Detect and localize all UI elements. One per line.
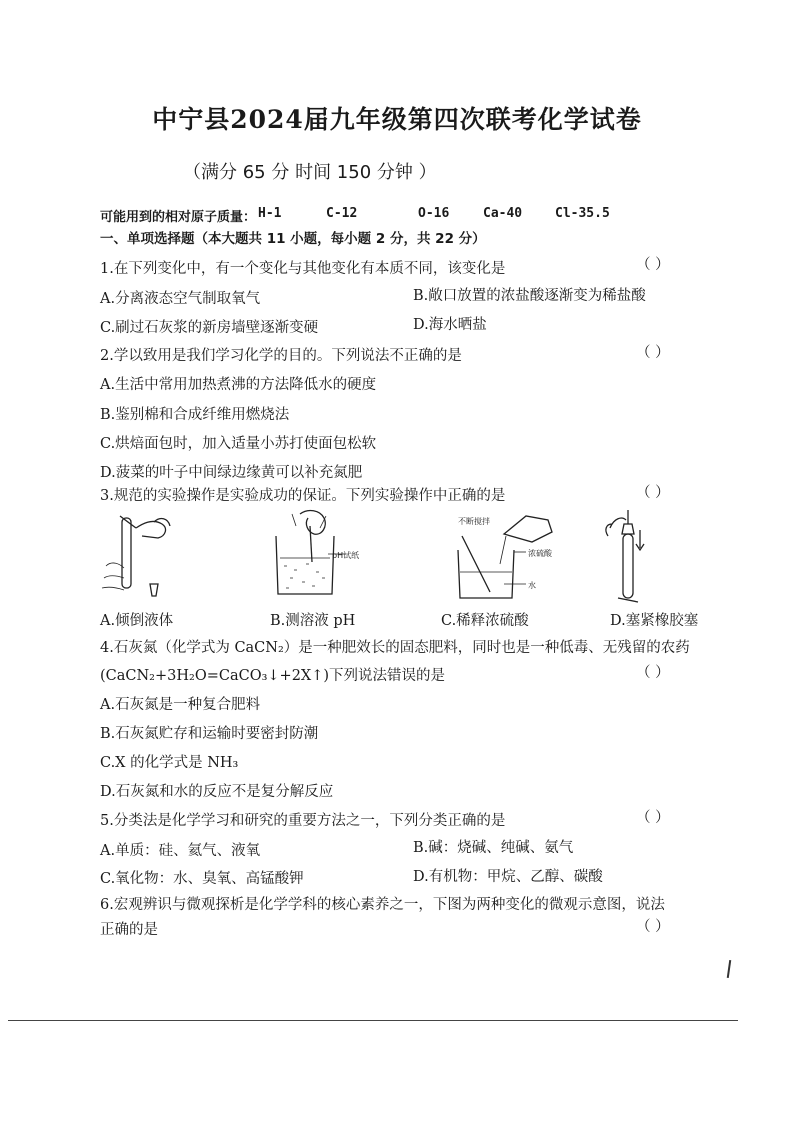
question-6-stem-line1: 6.宏观辨识与微观探析是化学学科的核心素养之一，下图为两种变化的微观示意图，说法 (100, 897, 665, 913)
q2-option-b: B.鉴别棉和合成纤维用燃烧法 (100, 407, 290, 423)
water-label: 水 (528, 581, 536, 590)
question-1-stem: 1.在下列变化中，有一个变化与其他变化有本质不同，该变化是 (100, 261, 506, 277)
q1-option-c: C.刷过石灰浆的新房墙壁逐渐变硬 (100, 320, 319, 336)
atomic-mass-c: C-12 (326, 206, 358, 221)
pen-mark (727, 960, 731, 978)
q3-option-a: A.倾倒液体 (100, 613, 174, 629)
q5-option-a: A.单质：硅、氦气、液氧 (100, 843, 261, 859)
q1-option-a: A.分离液态空气制取氧气 (100, 291, 261, 307)
figure-a-pouring-liquid (102, 516, 170, 596)
page-edge-line (8, 1020, 738, 1021)
figure-b-ph-test (276, 511, 359, 594)
q2-option-a: A.生活中常用加热煮沸的方法降低水的硬度 (100, 377, 377, 393)
page-title: 中宁县2024届九年级第四次联考化学试卷 (152, 105, 642, 134)
q1-option-d: D.海水晒盐 (413, 317, 487, 333)
answer-blank-4[interactable]: （ ） (636, 665, 670, 681)
q3-option-b: B.测溶液 pH (270, 613, 356, 629)
q1-option-b: B.敞口放置的浓盐酸逐渐变为稀盐酸 (413, 288, 646, 304)
stir-label: 不断搅拌 (458, 517, 490, 526)
question-3-stem: 3.规范的实验操作是实验成功的保证。下列实验操作中正确的是 (100, 488, 506, 504)
q2-option-c: C.烘焙面包时，加入适量小苏打使面包松软 (100, 436, 377, 452)
question-5-stem: 5.分类法是化学学习和研究的重要方法之一，下列分类正确的是 (100, 813, 506, 829)
question-4-stem-line1: 4.石灰氮（化学式为 CaCN₂）是一种肥效长的固态肥料，同时也是一种低毒、无残留的农药 (100, 640, 690, 656)
q5-option-c: C.氧化物：水、臭氧、高锰酸钾 (100, 871, 304, 887)
answer-blank-5[interactable]: （ ） (636, 810, 670, 826)
atomic-mass-ca: Ca-40 (483, 206, 523, 221)
atomic-mass-label: 可能用到的相对原子质量： (100, 210, 257, 225)
question-6-stem-line2: 正确的是 (100, 922, 158, 938)
q4-option-d: D.石灰氮和水的反应不是复分解反应 (100, 784, 334, 800)
q3-figures (96, 506, 696, 606)
atomic-mass-cl: Cl-35.5 (555, 206, 610, 221)
ph-paper-label: pH试纸 (332, 551, 360, 560)
section-heading: 一、单项选择题（本大题共 11 小题，每小题 2 分，共 22 分） (100, 231, 486, 247)
q4-option-a: A.石灰氮是一种复合肥料 (100, 697, 261, 713)
answer-blank-6[interactable]: （ ） (636, 919, 670, 935)
q3-option-d: D.塞紧橡胶塞 (610, 613, 699, 629)
exam-info: （满分 65 分 时间 150 分钟 ） (183, 162, 437, 183)
answer-blank-2[interactable]: （ ） (636, 345, 670, 361)
q4-option-c: C.X 的化学式是 NH₃ (100, 755, 239, 771)
acid-label: 浓硫酸 (528, 549, 552, 558)
q5-option-d: D.有机物：甲烷、乙醇、碳酸 (413, 869, 603, 885)
answer-blank-3[interactable]: （ ） (636, 485, 670, 501)
question-4-stem-line2: (CaCN₂+3H₂O=CaCO₃↓+2X↑)下列说法错误的是 (100, 668, 446, 684)
answer-blank-1[interactable]: （ ） (636, 257, 670, 273)
figure-d-rubber-stopper (606, 510, 644, 602)
atomic-mass-o: O-16 (418, 206, 450, 221)
q5-option-b: B.碱：烧碱、纯碱、氨气 (413, 840, 574, 856)
figure-c-dilute-acid (458, 516, 553, 598)
question-2-stem: 2.学以致用是我们学习化学的目的。下列说法不正确的是 (100, 348, 462, 364)
atomic-mass-h: H-1 (258, 206, 282, 221)
q3-option-c: C.稀释浓硫酸 (441, 613, 529, 629)
q4-option-b: B.石灰氮贮存和运输时要密封防潮 (100, 726, 319, 742)
q2-option-d: D.菠菜的叶子中间绿边缘黄可以补充氮肥 (100, 465, 363, 481)
